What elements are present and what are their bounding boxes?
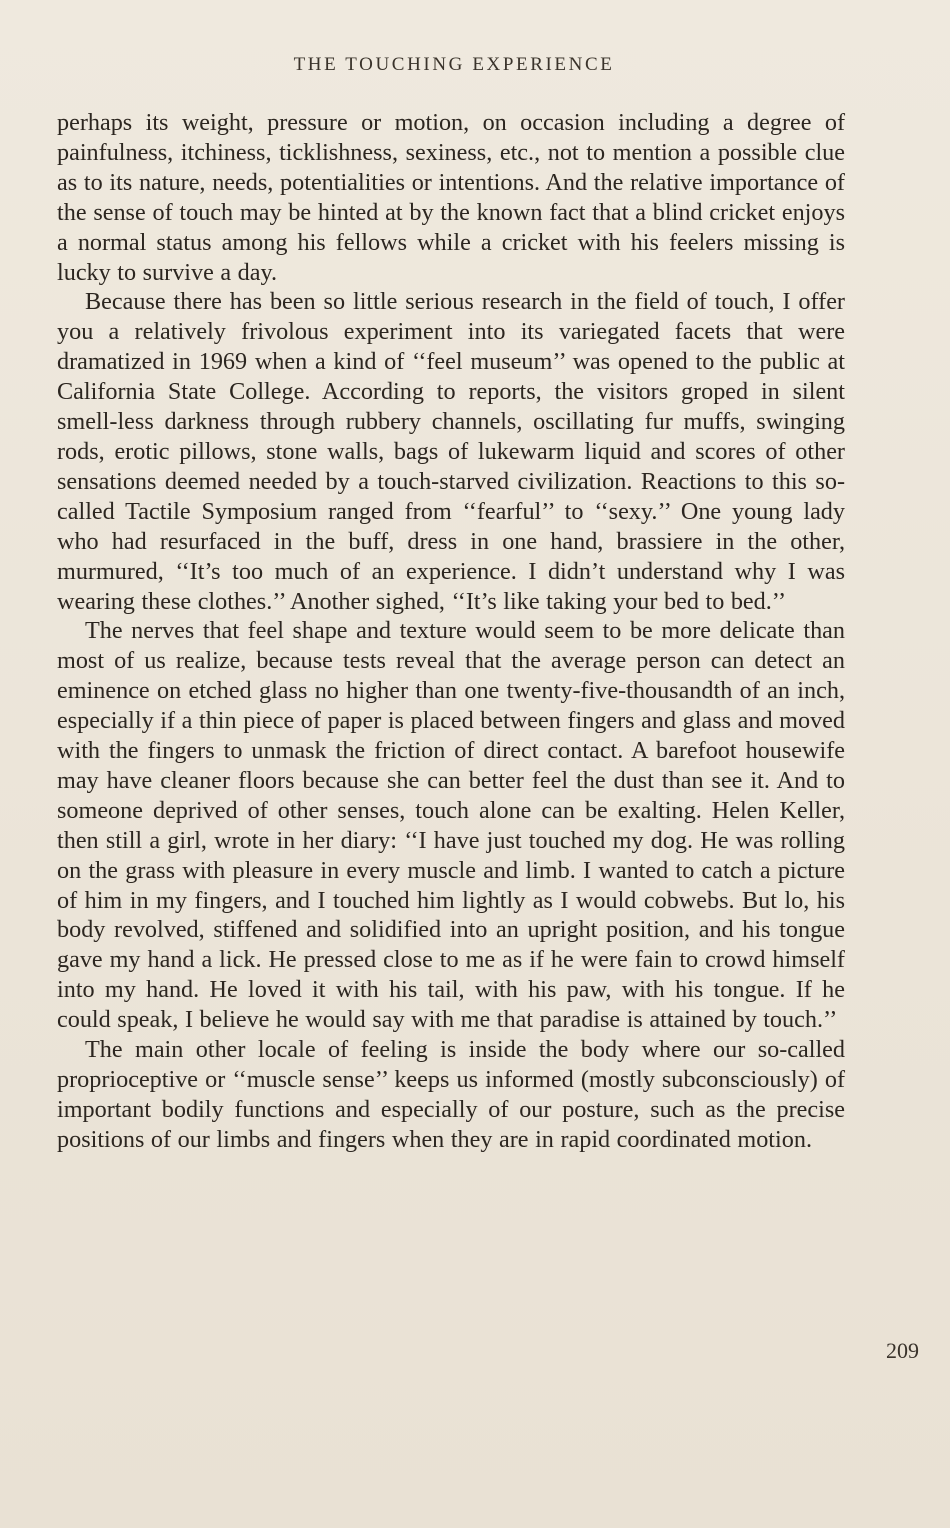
paragraph-4: The main other locale of feeling is inside the body where our so-called proprioceptive or ‘‘muscle sense’’ keeps us informed (mostly subconsciously) of important bodily functions and especially of our posture, such as the precise positions of our limbs and fingers when they are in rapid coordinated motion. — [57, 1036, 845, 1153]
body-text — [57, 108, 845, 1155]
paragraph-3: The nerves that feel shape and texture would seem to be more delicate than most of us realize, because tests reveal that the average person can detect an eminence on etched glass no higher than one twenty-five-thousandth of an inch, especially if a thin piece of paper is placed between fingers and glass and moved with the fingers to unmask the friction of direct contact. A barefoot housewife may have cleaner floors because she can better feel the dust than see it. And to someone deprived of other senses, touch alone can be exalting. Helen Keller, then still a girl, wrote in her diary: ‘‘I have just touched my dog. He was rolling on the grass with pleasure in every muscle and limb. I wanted to catch a picture of him in my fingers, and I touched him lightly as I would cobwebs. But lo, his body revolved, stiffened and solidified into an upright position, and his tongue gave my hand a lick. He pressed close to me as if he were fain to crowd himself into my hand. He loved it with his tail, with his paw, with his tongue. If he could speak, I believe he would say with me that paradise is attained by touch.’’ — [57, 617, 845, 1034]
paragraph-1: perhaps its weight, pressure or motion, on occasion including a degree of painfulness, itchiness, ticklishness, sexiness, etc., not to mention a possible clue as to its nature, needs, potentialities or intentions. And the relative importance of the sense of touch may be hinted at by the known fact that a blind cricket enjoys a normal status among his fellows while a cricket with his feelers missing is lucky to survive a day. — [57, 109, 845, 286]
running-head: THE TOUCHING EXPERIENCE — [293, 54, 615, 75]
paragraph-2: Because there has been so little serious research in the field of touch, I offer you a relatively frivolous experiment into its variegated facets that were dramatized in 1969 when a kind of ‘‘feel museum’’ was opened to the public at California State College. According to reports, the visitors groped in silent smell-less darkness through rubbery channels, oscillating fur muffs, swinging rods, erotic pillows, stone walls, bags of lukewarm liquid and scores of other sensations deemed needed by a touch-starved civilization. Reactions to this so-called Tactile Symposium ranged from ‘‘fearful’’ to ‘‘sexy.’’ One young lady who had resurfaced in the buff, dress in one hand, brassiere in the other, murmured, ‘‘It’s too much of an experience. I didn’t understand why I was wearing these clothes.’’ Another sighed, ‘‘It’s like taking your bed to bed.’’ — [57, 288, 845, 615]
page-number: 209 — [886, 1338, 919, 1363]
